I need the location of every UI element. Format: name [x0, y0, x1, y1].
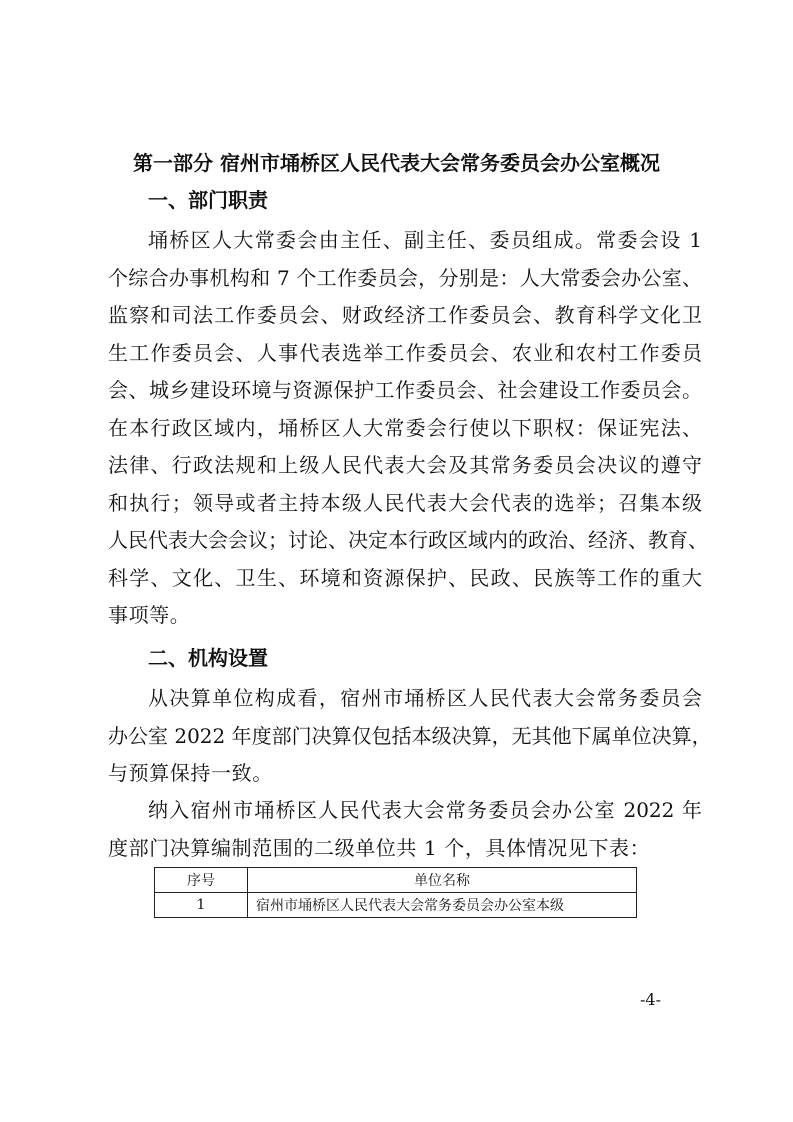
table-cell-seq: 1: [155, 893, 248, 918]
table-cell-unit-name: 宿州市埇桥区人民代表大会常务委员会办公室本级: [248, 893, 637, 918]
paragraph-line: 监察和司法工作委员会、财政经济工作委员会、教育科学文化卫: [108, 303, 702, 327]
page-number: -4-: [640, 990, 661, 1009]
paragraph-line: 法律、行政法规和上级人民代表大会及其常务委员会决议的遵守: [108, 453, 702, 477]
paragraph-line: 纳入宿州市埇桥区人民代表大会常务委员会办公室 2022 年: [148, 798, 702, 822]
column-header-seq: 序号: [155, 868, 248, 893]
section-heading-structure: 二、机构设置: [148, 646, 268, 670]
paragraph-line: 科学、文化、卫生、环境和资源保护、民政、民族等工作的重大: [108, 565, 702, 590]
paragraph-line: 埇桥区人大常委会由主任、副主任、委员组成。常委会设 1: [148, 228, 702, 252]
paragraph-line: 度部门决算编制范围的二级单位共 1 个，具体情况见下表：: [108, 835, 651, 860]
structure-paragraph-1: [108, 680, 712, 793]
paragraph-line: 个综合办事机构和 7 个工作委员会，分别是：人大常委会办公室、: [108, 265, 702, 290]
paragraph-line: 和执行；领导或者主持本级人民代表大会代表的选举；召集本级: [108, 490, 702, 515]
paragraph-line: 从决算单位构成看，宿州市埇桥区人民代表大会常务委员会: [148, 686, 702, 710]
paragraph-line: 与预算保持一致。: [108, 761, 273, 785]
table-header-row: [155, 868, 637, 893]
paragraph-line: 事项等。: [108, 603, 191, 627]
paragraph-line: 生工作委员会、人事代表选举工作委员会、农业和农村工作委员: [108, 340, 702, 365]
paragraph-line: 在本行政区域内，埇桥区人大常委会行使以下职权：保证宪法、: [108, 415, 702, 440]
duties-paragraph: [108, 222, 708, 635]
structure-paragraph-2: [108, 792, 702, 867]
paragraph-line: 办公室 2022 年度部门决算仅包括本级决算，无其他下属单位决算，: [108, 723, 712, 748]
page-title: 第一部分 宿州市埇桥区人民代表大会常务委员会办公室概况: [133, 151, 660, 175]
section-heading-duties: 一、部门职责: [148, 188, 268, 212]
paragraph-line: 人民代表大会会议；讨论、决定本行政区域内的政治、经济、教育、: [108, 528, 708, 552]
unit-table: [154, 867, 637, 918]
table-row: [155, 893, 637, 918]
paragraph-line: 会、城乡建设环境与资源保护工作委员会、社会建设工作委员会。: [108, 378, 702, 402]
column-header-unit-name: 单位名称: [248, 868, 637, 893]
